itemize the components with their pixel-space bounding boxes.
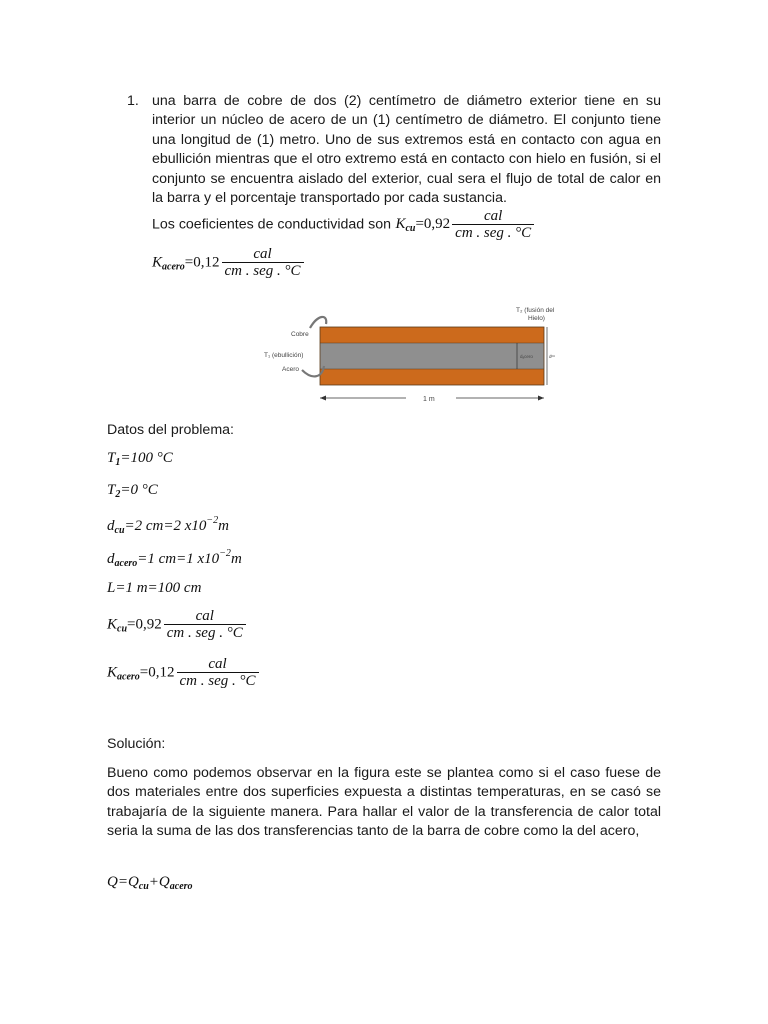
bar-diagram: [258, 300, 568, 406]
label-t1: T₁ (ebullición): [264, 352, 304, 359]
datos-t1: $T_1=100$ °C: [107, 450, 173, 468]
datos-kacero: $K_{acero}=0,12$ $\frac{\text{cal}}{\text{cm . seg . °C}}$: [107, 656, 259, 690]
coef-kcu-line: [152, 208, 534, 242]
label-length: 1 m: [423, 396, 435, 403]
label-t2-line1: T₂ (fusión del: [516, 307, 555, 314]
datos-kcu: $K_{cu}=0,92$ $\frac{\text{cal}}{\text{cm . seg . °C}}$: [107, 608, 246, 642]
copper-top-layer: [320, 327, 544, 343]
problem-statement: [127, 92, 661, 208]
datos-dacero: $d_{acero}=1$ cm=1 $x10^{-2}m$: [107, 548, 242, 569]
label-acero: Acero: [282, 366, 299, 373]
label-dcu: dᶜᵘ: [549, 354, 555, 359]
solucion-equation: $Q=Q_{cu}+Q_{acero}$: [107, 874, 193, 892]
solucion-paragraph: Bueno como podemos observar en la figura este se plantea como si el caso fuese de dos materiales entre dos superficies expuesta a distintas temperaturas, en se casó se trabajaría de la siguiente manera. Para hallar el valor de la transferencia de calor total seria la suma de las dos transferencias tanto de la barra de cobre como la del acero,: [107, 765, 661, 840]
solucion-title: Solución:: [107, 736, 166, 752]
steel-core: [320, 343, 544, 369]
coef-intro: Los coeficientes de conductividad son: [152, 216, 391, 233]
kacero-formula: $K_{acero}=0,12$ $\frac{\text{cal}}{\text{cm . seg . °C}}$: [152, 246, 304, 280]
datos-length: L=1 m=100 cm: [107, 580, 202, 596]
label-cobre: Cobre: [291, 331, 309, 338]
datos-dcu: $d_{cu}=2$ cm=2 $x10^{-2}m$: [107, 515, 229, 536]
label-dacero: dₐcero: [520, 354, 533, 359]
kcu-formula: $K_{cu}=0,92$ $\frac{\text{cal}}{\text{cm . seg . °C}}$: [395, 216, 534, 232]
problem-text: una barra de cobre de dos (2) centímetro de diámetro exterior tiene en su interior un núcleo de acero de un (1) centímetro de diámetro. El conjunto tiene una longitud de (1) metro. Uno de sus extremos está en contacto con agua en ebullición mientras que el otro extremo está en contacto con hielo en fusión, si el conjunto se encuentra aislado del exterior, cual sera el flujo de total de calor en la barra y el porcentaje transportado por cada sustancia.: [152, 93, 661, 207]
copper-bottom-layer: [320, 369, 544, 385]
cobre-pointer-arrow: [310, 317, 326, 328]
problem-number: 1.: [127, 93, 139, 109]
datos-t2: $T_2=0$ °C: [107, 482, 158, 500]
label-t2-line2: Hielo): [528, 315, 545, 322]
datos-title: Datos del problema:: [107, 422, 234, 438]
